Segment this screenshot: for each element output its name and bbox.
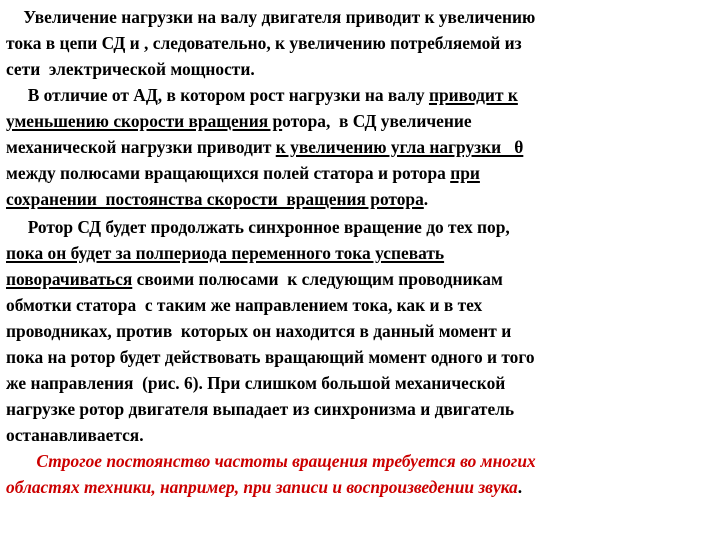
- paragraph-3-line-1: Ротор СД будет продолжать синхронное вращение до тех пор,: [6, 217, 510, 237]
- paragraph-2-line-2: [6, 108, 472, 134]
- paragraph-1-line-3: сети электрической мощности.: [6, 59, 255, 79]
- text-run: .: [517, 477, 523, 497]
- underlined-text: при: [450, 163, 480, 183]
- paragraph-2-line-4: [6, 160, 480, 186]
- paragraph-3-line-4: обмотки статора с таким же направлением тока, как и в тех: [6, 295, 483, 315]
- underlined-text: уменьшению скорости вращения р: [6, 111, 283, 131]
- text-run: своими полюсами к следующим проводникам: [132, 269, 503, 289]
- paragraph-3-line-5: проводниках, против которых он находится в данный момент и: [6, 321, 512, 341]
- paragraph-1-line-2: тока в цепи СД и , следовательно, к увеличению потребляемой из: [6, 33, 522, 53]
- text-run: .: [423, 189, 429, 209]
- underlined-text: приводит к: [428, 85, 518, 105]
- paragraph-4-line-1: Строгое постоянство частоты вращения требуется во многих: [6, 451, 536, 471]
- paragraph-3-line-9: останавливается.: [6, 425, 144, 445]
- paragraph-3-line-7: же направления (рис. 6). При слишком большой механической: [6, 373, 506, 393]
- emphasis-text: областях техники, например, при записи и воспроизведении звука: [6, 477, 518, 497]
- paragraph-2-line-5: [6, 186, 428, 212]
- paragraph-3-line-3: [6, 266, 503, 292]
- underlined-text: к увеличению угла нагрузки θ: [275, 137, 524, 157]
- paragraph-4-line-2: [6, 474, 522, 500]
- underlined-text: сохранении постоянства скорости вращения ротора: [6, 189, 424, 209]
- text-run: между полюсами вращающихся полей статора и ротора: [6, 163, 451, 183]
- paragraph-3-line-2: пока он будет за полпериода переменного тока успевать: [6, 243, 445, 263]
- paragraph-2-line-3: [6, 134, 523, 160]
- text-run: механической нагрузки приводит: [6, 137, 276, 157]
- paragraph-3-line-6: пока на ротор будет действовать вращающий момент одного и того: [6, 347, 535, 367]
- text-run: отора, в СД увеличение: [282, 111, 472, 131]
- paragraph-1-line-1: Увеличение нагрузки на валу двигателя приводит к увеличению: [6, 7, 536, 27]
- text-run: В отличие от АД, в котором рост нагрузки на валу: [6, 85, 429, 105]
- paragraph-2-line-1: [6, 82, 518, 108]
- underlined-text: поворачиваться: [6, 269, 133, 289]
- paragraph-3-line-8: нагрузке ротор двигателя выпадает из синхронизма и двигатель: [6, 399, 515, 419]
